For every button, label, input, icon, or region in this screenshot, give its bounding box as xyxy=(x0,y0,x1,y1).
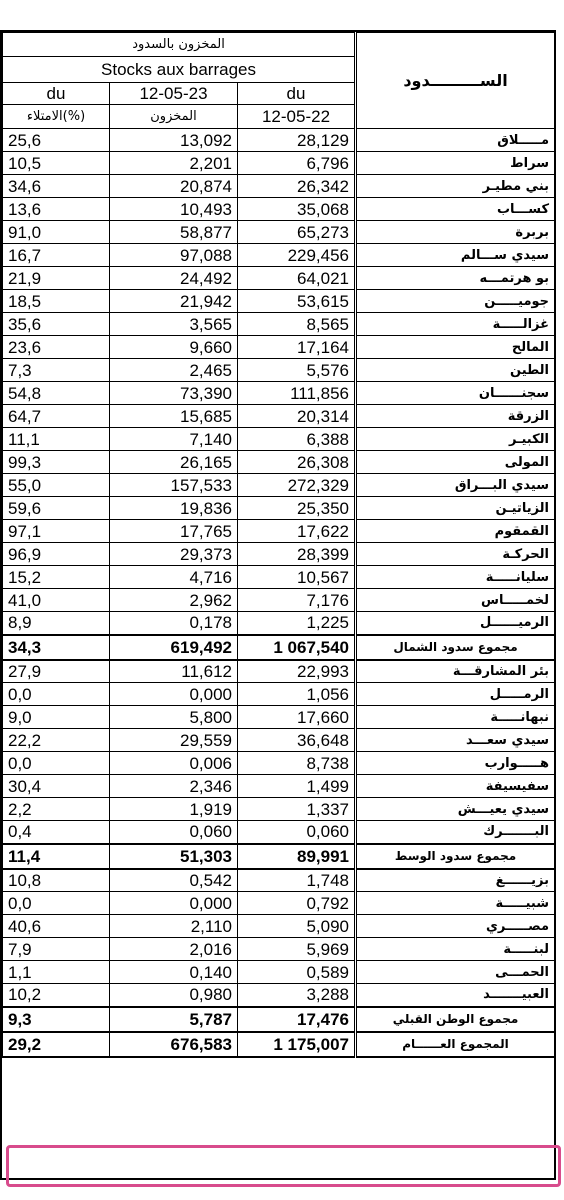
dam-name-cell: القمقوم xyxy=(356,520,555,543)
stock-previous-cell: 20,314 xyxy=(238,405,356,428)
dam-name-cell: مجموع سدود الوسط xyxy=(356,844,555,869)
stock-previous-cell: 5,090 xyxy=(238,915,356,938)
dam-name-cell: المولى xyxy=(356,451,555,474)
stock-previous-cell: 22,993 xyxy=(238,660,356,683)
stock-previous-cell: 111,856 xyxy=(238,382,356,405)
fill-rate-cell: 54,8 xyxy=(3,382,110,405)
dam-name-cell: جوميـــــن xyxy=(356,290,555,313)
stock-current-cell: 58,877 xyxy=(110,221,238,244)
fill-rate-cell: 35,6 xyxy=(3,313,110,336)
fill-rate-cell: 91,0 xyxy=(3,221,110,244)
table-row xyxy=(3,267,555,290)
stock-current-cell: 0,542 xyxy=(110,869,238,892)
stock-previous-cell: 65,273 xyxy=(238,221,356,244)
stock-current-cell: 9,660 xyxy=(110,336,238,359)
dam-name-cell: سيدي البـــراق xyxy=(356,474,555,497)
stock-previous-cell: 0,792 xyxy=(238,892,356,915)
table-row xyxy=(3,405,555,428)
stock-previous-cell: 17,622 xyxy=(238,520,356,543)
subtotal-row xyxy=(3,844,555,869)
dam-name-cell: الكبيـر xyxy=(356,428,555,451)
dam-name-cell: لبنـــــة xyxy=(356,938,555,961)
fill-rate-cell: 9,0 xyxy=(3,706,110,729)
fill-rate-cell: 40,6 xyxy=(3,915,110,938)
table-row xyxy=(3,244,555,267)
table-row xyxy=(3,359,555,382)
dam-name-cell: العبيـــــــد xyxy=(356,984,555,1007)
stock-previous-cell: 35,068 xyxy=(238,198,356,221)
table-row xyxy=(3,566,555,589)
fill-rate-cell: 0,0 xyxy=(3,892,110,915)
fill-rate-cell: 0,4 xyxy=(3,821,110,844)
stock-previous-cell: 1,748 xyxy=(238,869,356,892)
stock-previous-cell: 8,738 xyxy=(238,752,356,775)
stock-previous-cell: 0,060 xyxy=(238,821,356,844)
table-row xyxy=(3,660,555,683)
stock-previous-cell: 89,991 xyxy=(238,844,356,869)
stock-previous-cell: 1,337 xyxy=(238,798,356,821)
table-row xyxy=(3,175,555,198)
stock-previous-cell: 3,288 xyxy=(238,984,356,1007)
stock-previous-cell: 26,308 xyxy=(238,451,356,474)
table-row xyxy=(3,729,555,752)
table-row xyxy=(3,869,555,892)
stock-current-cell: 157,533 xyxy=(110,474,238,497)
fill-rate-cell: 11,4 xyxy=(3,844,110,869)
fill-rate-header: الامتلاء(%) xyxy=(3,105,110,129)
stock-current-cell: 4,716 xyxy=(110,566,238,589)
stock-current-cell: 0,980 xyxy=(110,984,238,1007)
dam-name-cell: الزياتيـن xyxy=(356,497,555,520)
fill-rate-cell: 97,1 xyxy=(3,520,110,543)
stock-current-cell: 0,000 xyxy=(110,892,238,915)
dam-name-cell: سيدي سعـــد xyxy=(356,729,555,752)
stock-previous-cell: 26,342 xyxy=(238,175,356,198)
fill-rate-cell: 22,2 xyxy=(3,729,110,752)
stock-current-cell: 0,006 xyxy=(110,752,238,775)
fill-rate-cell: 8,9 xyxy=(3,612,110,635)
stock-previous-cell: 1,225 xyxy=(238,612,356,635)
fill-rate-cell: 96,9 xyxy=(3,543,110,566)
table-row xyxy=(3,683,555,706)
stock-current-cell: 0,060 xyxy=(110,821,238,844)
stock-current-cell: 5,787 xyxy=(110,1007,238,1032)
stock-previous-cell: 6,388 xyxy=(238,428,356,451)
stock-current-cell: 2,962 xyxy=(110,589,238,612)
stock-current-cell: 19,836 xyxy=(110,497,238,520)
fill-rate-cell: 15,2 xyxy=(3,566,110,589)
stock-current-cell: 2,346 xyxy=(110,775,238,798)
stock-current-cell: 2,201 xyxy=(110,152,238,175)
table-row xyxy=(3,915,555,938)
stocks-header-ar: المخزون بالسدود xyxy=(3,33,356,57)
table-row xyxy=(3,984,555,1007)
table-row xyxy=(3,313,555,336)
fill-rate-cell: 1,1 xyxy=(3,961,110,984)
dam-name-cell: كســـاب xyxy=(356,198,555,221)
stock-previous-cell: 8,565 xyxy=(238,313,356,336)
stock-previous-cell: 25,350 xyxy=(238,497,356,520)
grand-total-row xyxy=(3,1032,555,1057)
stock-previous-cell: 5,576 xyxy=(238,359,356,382)
table-row xyxy=(3,892,555,915)
table-row xyxy=(3,221,555,244)
fill-rate-cell: 7,3 xyxy=(3,359,110,382)
stock-current-cell: 51,303 xyxy=(110,844,238,869)
dam-name-cell: سجنــــــان xyxy=(356,382,555,405)
du-label-2: du xyxy=(238,83,356,105)
table-row xyxy=(3,798,555,821)
fill-rate-cell: 34,3 xyxy=(3,635,110,660)
dam-name-cell: الزرقة xyxy=(356,405,555,428)
subtotal-row xyxy=(3,635,555,660)
date-previous: 12-05-22 xyxy=(238,105,356,129)
table-row xyxy=(3,474,555,497)
dam-name-cell: بربرة xyxy=(356,221,555,244)
stock-current-cell: 15,685 xyxy=(110,405,238,428)
dam-name-cell: مصـــــري xyxy=(356,915,555,938)
fill-rate-cell: 99,3 xyxy=(3,451,110,474)
stock-current-cell: 24,492 xyxy=(110,267,238,290)
dam-stocks-table-frame xyxy=(0,30,556,1180)
table-row xyxy=(3,612,555,635)
table-row xyxy=(3,428,555,451)
stock-current-cell: 619,492 xyxy=(110,635,238,660)
table-row xyxy=(3,543,555,566)
stock-current-cell: 21,942 xyxy=(110,290,238,313)
stock-current-cell: 29,373 xyxy=(110,543,238,566)
stock-current-cell: 29,559 xyxy=(110,729,238,752)
stock-previous-cell: 28,399 xyxy=(238,543,356,566)
stock-current-cell: 20,874 xyxy=(110,175,238,198)
fill-rate-cell: 25,6 xyxy=(3,129,110,152)
stock-current-cell: 7,140 xyxy=(110,428,238,451)
table-row xyxy=(3,152,555,175)
dam-name-cell: الحمـــى xyxy=(356,961,555,984)
fill-rate-cell: 11,1 xyxy=(3,428,110,451)
dam-name-cell: نبهانـــــة xyxy=(356,706,555,729)
stocks-header-fr: Stocks aux barrages xyxy=(3,57,356,83)
table-row xyxy=(3,451,555,474)
dam-name-cell: هـــــوارب xyxy=(356,752,555,775)
stock-current-cell: 97,088 xyxy=(110,244,238,267)
fill-rate-cell: 21,9 xyxy=(3,267,110,290)
dam-name-cell: شبيـــــة xyxy=(356,892,555,915)
fill-rate-cell: 2,2 xyxy=(3,798,110,821)
stock-previous-cell: 17,476 xyxy=(238,1007,356,1032)
stock-previous-cell: 6,796 xyxy=(238,152,356,175)
fill-rate-cell: 23,6 xyxy=(3,336,110,359)
stock-previous-cell: 5,969 xyxy=(238,938,356,961)
fill-rate-cell: 55,0 xyxy=(3,474,110,497)
stock-previous-cell: 17,660 xyxy=(238,706,356,729)
fill-rate-cell: 30,4 xyxy=(3,775,110,798)
table-row xyxy=(3,336,555,359)
stock-current-cell: 0,178 xyxy=(110,612,238,635)
stock-previous-cell: 0,589 xyxy=(238,961,356,984)
dam-name-cell: لخمـــــاس xyxy=(356,589,555,612)
dam-name-cell: المالح xyxy=(356,336,555,359)
stock-previous-cell: 64,021 xyxy=(238,267,356,290)
stock-current-cell: 5,800 xyxy=(110,706,238,729)
stock-previous-cell: 1,056 xyxy=(238,683,356,706)
dam-name-cell: الطين xyxy=(356,359,555,382)
stock-previous-cell: 272,329 xyxy=(238,474,356,497)
date-current: 12-05-23 xyxy=(110,83,238,105)
stock-current-cell: 17,765 xyxy=(110,520,238,543)
table-row xyxy=(3,497,555,520)
table-row xyxy=(3,706,555,729)
fill-rate-cell: 0,0 xyxy=(3,683,110,706)
fill-rate-cell: 59,6 xyxy=(3,497,110,520)
du-label-1: du xyxy=(3,83,110,105)
stock-previous-cell: 10,567 xyxy=(238,566,356,589)
fill-rate-cell: 7,9 xyxy=(3,938,110,961)
table-row xyxy=(3,938,555,961)
dam-name-cell: بئر المشارقـــة xyxy=(356,660,555,683)
stock-current-cell: 0,000 xyxy=(110,683,238,706)
dam-name-cell: مجموع الوطن القبلي xyxy=(356,1007,555,1032)
dam-name-cell: مـــــلاق xyxy=(356,129,555,152)
stock-current-cell: 10,493 xyxy=(110,198,238,221)
stock-previous-cell: 28,129 xyxy=(238,129,356,152)
dam-name-cell: سيدي ســـالم xyxy=(356,244,555,267)
table-row xyxy=(3,752,555,775)
dam-name-cell: الرميــــــل xyxy=(356,612,555,635)
stock-current-cell: 2,465 xyxy=(110,359,238,382)
fill-rate-cell: 41,0 xyxy=(3,589,110,612)
table-row xyxy=(3,129,555,152)
stock-current-cell: 11,612 xyxy=(110,660,238,683)
stock-current-cell: 26,165 xyxy=(110,451,238,474)
stock-previous-cell: 17,164 xyxy=(238,336,356,359)
fill-rate-cell: 27,9 xyxy=(3,660,110,683)
dam-name-cell: غزالـــــة xyxy=(356,313,555,336)
stock-current-cell: 2,016 xyxy=(110,938,238,961)
fill-rate-cell: 10,2 xyxy=(3,984,110,1007)
fill-rate-cell: 64,7 xyxy=(3,405,110,428)
stock-current-cell: 13,092 xyxy=(110,129,238,152)
stock-previous-cell: 1 067,540 xyxy=(238,635,356,660)
stock-header: المخزون xyxy=(110,105,238,129)
stock-previous-cell: 7,176 xyxy=(238,589,356,612)
table-row xyxy=(3,520,555,543)
stock-current-cell: 676,583 xyxy=(110,1032,238,1057)
fill-rate-cell: 10,5 xyxy=(3,152,110,175)
dam-name-cell: سليانـــــة xyxy=(356,566,555,589)
table-row xyxy=(3,775,555,798)
dam-name-cell: بزيــــــغ xyxy=(356,869,555,892)
stock-previous-cell: 1,499 xyxy=(238,775,356,798)
subtotal-row xyxy=(3,1007,555,1032)
dam-name-cell: المجموع العــــــام xyxy=(356,1032,555,1057)
fill-rate-cell: 13,6 xyxy=(3,198,110,221)
dam-name-cell: سيدي يعيـــش xyxy=(356,798,555,821)
stock-current-cell: 3,565 xyxy=(110,313,238,336)
table-row xyxy=(3,290,555,313)
table-row xyxy=(3,589,555,612)
dam-stocks-table xyxy=(2,32,555,1058)
dam-name-cell: مجموع سدود الشمال xyxy=(356,635,555,660)
table-row xyxy=(3,382,555,405)
dam-name-cell: بني مطيـر xyxy=(356,175,555,198)
dam-name-cell: الحركـة xyxy=(356,543,555,566)
dam-name-cell: سفيسيفة xyxy=(356,775,555,798)
dam-name-cell: البـــــــرك xyxy=(356,821,555,844)
dams-column-header: الســـــــــدود xyxy=(356,33,555,129)
fill-rate-cell: 18,5 xyxy=(3,290,110,313)
table-row xyxy=(3,198,555,221)
fill-rate-cell: 0,0 xyxy=(3,752,110,775)
fill-rate-cell: 29,2 xyxy=(3,1032,110,1057)
table-row xyxy=(3,821,555,844)
stock-current-cell: 0,140 xyxy=(110,961,238,984)
stock-current-cell: 1,919 xyxy=(110,798,238,821)
fill-rate-cell: 34,6 xyxy=(3,175,110,198)
stock-previous-cell: 229,456 xyxy=(238,244,356,267)
stock-previous-cell: 36,648 xyxy=(238,729,356,752)
stock-current-cell: 73,390 xyxy=(110,382,238,405)
grand-total-highlight xyxy=(6,1145,561,1187)
dam-name-cell: الرمـــــل xyxy=(356,683,555,706)
stock-current-cell: 2,110 xyxy=(110,915,238,938)
table-row xyxy=(3,961,555,984)
stock-previous-cell: 53,615 xyxy=(238,290,356,313)
fill-rate-cell: 9,3 xyxy=(3,1007,110,1032)
dam-name-cell: سراط xyxy=(356,152,555,175)
stock-previous-cell: 1 175,007 xyxy=(238,1032,356,1057)
fill-rate-cell: 16,7 xyxy=(3,244,110,267)
dam-name-cell: بو هرتمـــه xyxy=(356,267,555,290)
fill-rate-cell: 10,8 xyxy=(3,869,110,892)
